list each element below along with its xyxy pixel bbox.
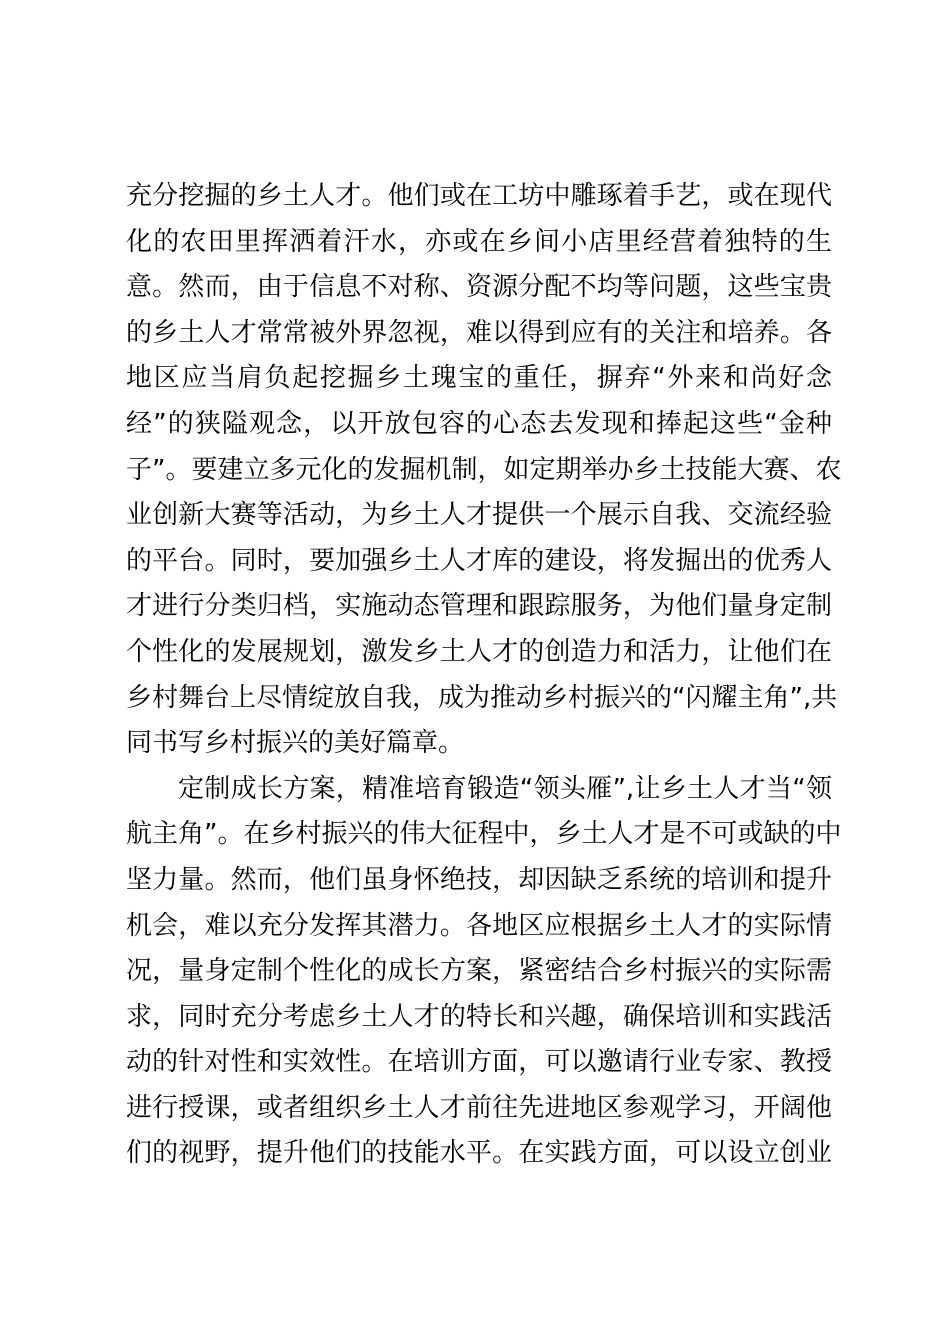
document-body	[126, 174, 842, 1177]
paragraph-2	[126, 767, 842, 1177]
text-line: 意。然而，由于信息不对称、资源分配不均等问题，这些宝贵	[126, 272, 832, 303]
text-line: 动的针对性和实效性。在培训方面，可以邀请行业专家、教授	[126, 1047, 832, 1078]
text-line: 进行授课，或者组织乡土人才前往先进地区参观学习，开阔他	[126, 1092, 832, 1123]
text-line: 况，量身定制个性化的成长方案，紧密结合乡村振兴的实际需	[126, 956, 832, 987]
text-line: 的平台。同时，要加强乡土人才库的建设，将发掘出的优秀人	[126, 545, 832, 576]
text-line: 才进行分类归档，实施动态管理和跟踪服务，为他们量身定制	[126, 591, 832, 622]
text-line: 个性化的发展规划，激发乡土人才的创造力和活力，让他们在	[126, 636, 832, 667]
text-line: 机会，难以充分发挥其潜力。各地区应根据乡土人才的实际情	[126, 910, 832, 941]
text-line: 乡村舞台上尽情绽放自我，成为推动乡村振兴的“闪耀主角”,共	[126, 682, 838, 713]
paragraph-1	[126, 174, 842, 767]
text-line: 业创新大赛等活动，为乡土人才提供一个展示自我、交流经验	[126, 500, 832, 531]
text-line: 化的农田里挥洒着汗水，亦或在乡间小店里经营着独特的生	[126, 226, 832, 257]
text-line: 航主角”。在乡村振兴的伟大征程中，乡土人才是不可或缺的中	[126, 819, 842, 850]
text-line: 经”的狭隘观念，以开放包容的心态去发现和捧起这些“金种	[126, 408, 832, 439]
text-line: 求，同时充分考虑乡土人才的特长和兴趣，确保培训和实践活	[126, 1001, 832, 1032]
text-line: 的乡土人才常常被外界忽视，难以得到应有的关注和培养。各	[126, 317, 832, 348]
text-line: 充分挖掘的乡土人才。他们或在工坊中雕琢着手艺，或在现代	[126, 181, 832, 211]
text-line: 坚力量。然而，他们虽身怀绝技，却因缺乏系统的培训和提升	[126, 864, 832, 895]
text-line: 定制成长方案，精准培育锻造“领头雁”,让乡土人才当“领	[178, 773, 832, 804]
text-line: 子”。要建立多元化的发掘机制，如定期举办乡土技能大赛、农	[126, 454, 842, 485]
text-line: 们的视野，提升他们的技能水平。在实践方面，可以设立创业	[126, 1138, 832, 1169]
text-line: 同书写乡村振兴的美好篇章。	[126, 728, 465, 759]
text-line: 地区应当肩负起挖掘乡土瑰宝的重任，摒弃“外来和尚好念	[126, 363, 832, 394]
